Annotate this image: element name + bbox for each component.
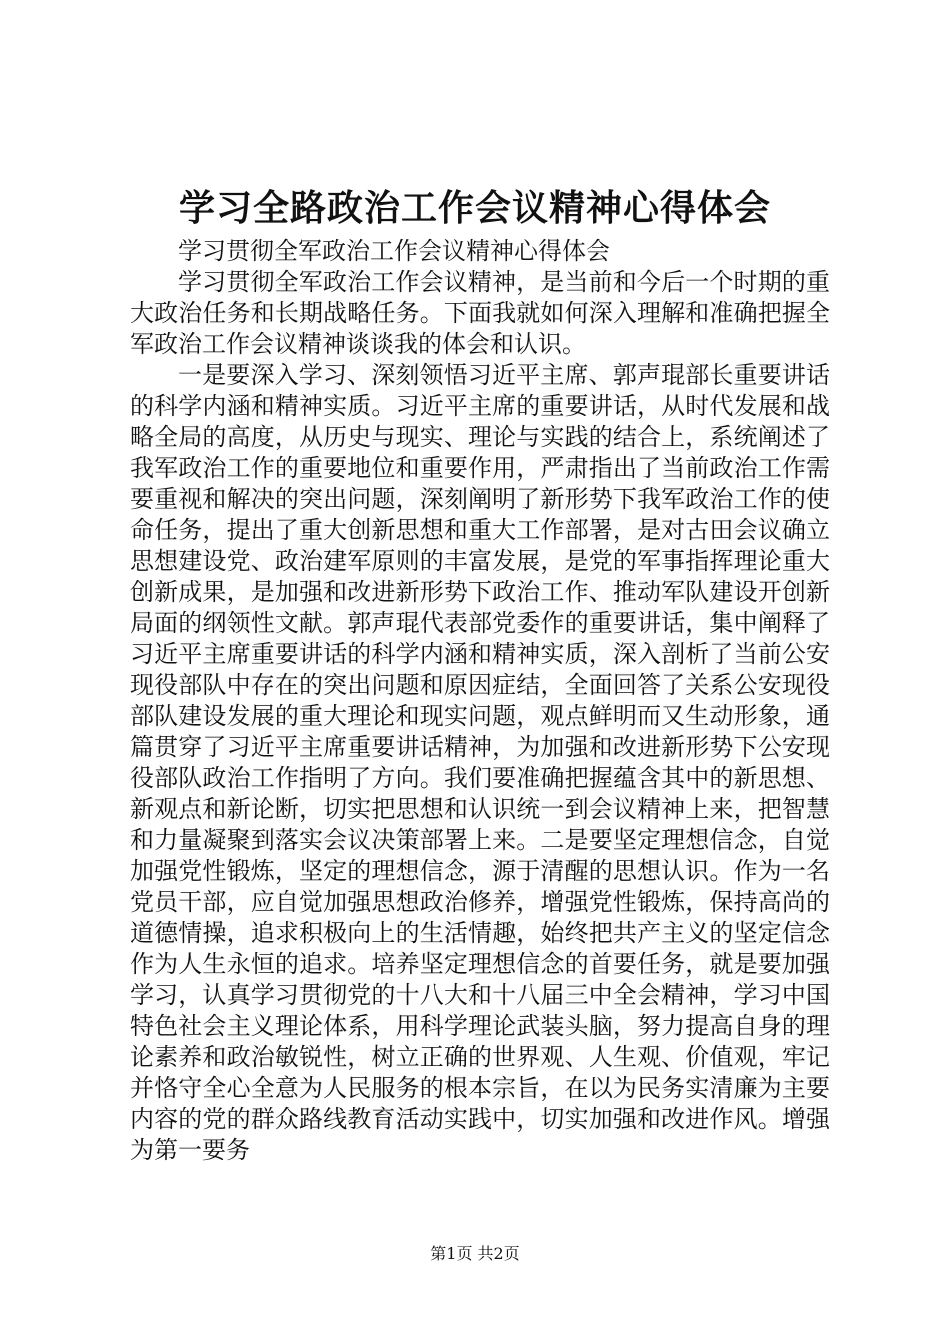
subtitle-paragraph: 学习贯彻全军政治工作会议精神心得体会 (178, 237, 610, 265)
document-body (130, 236, 830, 1166)
main-paragraph: 一是要深入学习、深刻领悟习近平主席、郭声琨部长重要讲话的科学内涵和精神实质。习近平主席的重要讲话，从时代发展和战略全局的高度，从历史与现实、理论与实践的结合上，系统阐述了我军政治工作的重要地位和重要作用，严肃指出了当前政治工作需要重视和解决的突出问题，深刻阐明了新形势下我军政治工作的使命任务，提出了重大创新思想和重大工作部署，是对古田会议确立思想建设党、政治建军原则的丰富发展，是党的军事指挥理论重大创新成果，是加强和改进新形势下政治工作、推动军队建设开创新局面的纲领性文献。郭声琨代表部党委作的重要讲话，集中阐释了习近平主席重要讲话的科学内涵和精神实质，深入剖析了当前公安现役部队中存在的突出问题和原因症结，全面回答了关系公安现役部队建设发展的重大理论和现实问题，观点鲜明而又生动形象，通篇贯穿了习近平主席重要讲话精神，为加强和改进新形势下公安现役部队政治工作指明了方向。我们要准确把握蕴含其中的新思想、新观点和新论断，切实把思想和认识统一到会议精神上来，把智慧和力量凝聚到落实会议决策部署上来。二是要坚定理想信念，自觉加强党性锻炼，坚定的理想信念，源于清醒的思想认识。作为一名党员干部，应自觉加强思想政治修养，增强党性锻炼，保持高尚的道德情操，追求积极向上的生活情趣，始终把共产主义的坚定信念作为人生永恒的追求。培养坚定理想信念的首要任务，就是要加强学习，认真学习贯彻党的十八大和十八届三中全会精神，学习中国特色社会主义理论体系，用科学理论武装头脑，努力提高自身的理论素养和政治敏锐性，树立正确的世界观、人生观、价值观，牢记并恪守全心全意为人民服务的根本宗旨，在以为民务实清廉为主要内容的党的群众路线教育活动实践中，切实加强和改进作风。增强为第一要务 (130, 361, 830, 1164)
document-title: 学习全路政治工作会议精神心得体会 (178, 188, 771, 229)
intro-paragraph: 学习贯彻全军政治工作会议精神，是当前和今后一个时期的重大政治任务和长期战略任务。下面我就如何深入理解和准确把握全军政治工作会议精神谈谈我的体会和认识。 (130, 268, 830, 358)
page-number-footer: 第1页 共2页 (430, 1244, 520, 1263)
